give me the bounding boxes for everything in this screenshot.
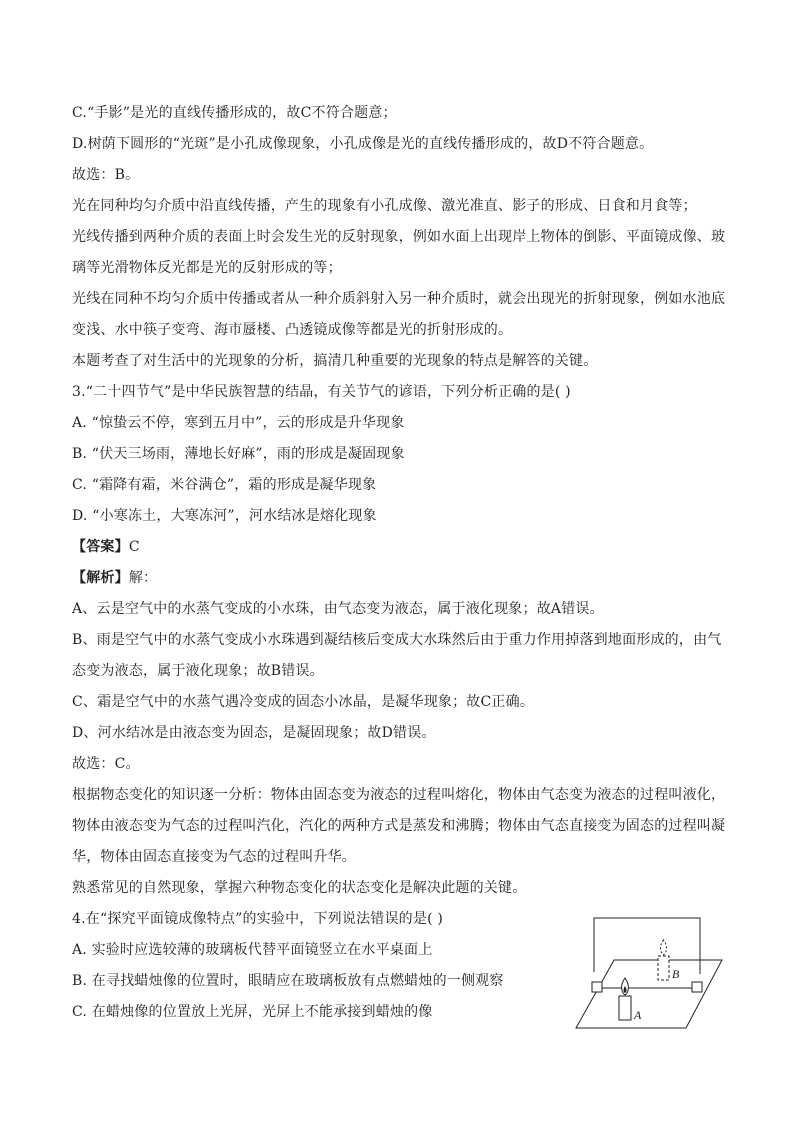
q3-explain-heading (72, 563, 722, 594)
q3-analysis-1c: 华，物体由固态直接变为气态的过程叫升华。 (72, 849, 356, 865)
label-a: A (634, 1008, 642, 1022)
q3-analysis-1b: 物体由液态变为气态的过程叫汽化，汽化的两种方式是蒸发和沸腾；物体由气态直接变为固态的过程叫凝 (72, 818, 726, 834)
q4-stem: 4.在“探究平面镜成像特点”的实验中，下列说法错误的是( ) (72, 911, 444, 927)
prev-analysis-2b: 璃等光滑物体反光都是光的反射形成的等； (72, 260, 342, 276)
prev-option-d-explanation: D.树荫下圆形的“光斑”是小孔成像现象，小孔成像是光的直线传播形成的，故D不符合题意。 (72, 136, 654, 152)
q3-explain-b1: B、雨是空气中的水蒸气变成小水珠遇到凝结核后变成大水珠然后由于重力作用掉落到地面形成的，由气 (72, 632, 722, 648)
answer-label: 【答案】 (72, 539, 129, 555)
glass-plate-outline (594, 918, 700, 974)
prev-analysis-1: 光在同种均匀介质中沿直线传播，产生的现象有小孔成像、激光准直、影子的形成、日食和月食等； (72, 198, 697, 214)
q3-comment: 熟悉常见的自然现象，掌握六种物态变化的状态变化是解决此题的关键。 (72, 880, 527, 896)
prev-choice: 故选：B。 (72, 167, 140, 183)
q3-explain-d: D、河水结冰是由液态变为固态，是凝固现象；故D错误。 (72, 725, 436, 741)
document-page (72, 98, 726, 1028)
prev-analysis-3a: 光线在同种不均匀介质中传播或者从一种介质斜射入另一种介质时，就会出现光的折射现象，例如水池底 (72, 291, 726, 307)
left-support (592, 982, 602, 992)
q4-option-c: C. 在蜡烛像的位置放上光屏，光屏上不能承接到蜡烛的像 (72, 1004, 433, 1020)
q3-analysis-1a: 根据物态变化的知识逐一分析：物体由固态变为液态的过程叫熔化，物体由气态变为液态的过程叫液化， (72, 787, 726, 803)
q3-choice: 故选：C。 (72, 756, 140, 772)
q3-stem: 3.“二十四节气”是中华民族智慧的结晶，有关节气的谚语，下列分析正确的是( ) (72, 384, 571, 400)
candle-b-flame (660, 940, 666, 955)
q3-explain-c: C、霜是空气中的水蒸气遇冷变成的固态小冰晶，是凝华现象；故C正确。 (72, 694, 535, 710)
q3-option-a: A. “惊蛰云不停，寒到五月中”，云的形成是升华现象 (72, 415, 405, 431)
q4-option-a: A. 实验时应选较薄的玻璃板代替平面镜竖立在水平桌面上 (72, 942, 433, 958)
q3-answer (72, 532, 722, 563)
explain-value: 解： (128, 570, 158, 586)
candle-b (658, 956, 669, 980)
q3-option-c: C. “霜降有霜，米谷满仓”，霜的形成是凝华现象 (72, 477, 377, 493)
q3-option-d: D. “小寒冻土，大寒冻河”，河水结冰是熔化现象 (72, 508, 377, 524)
right-support (692, 982, 702, 992)
label-b: B (672, 967, 680, 981)
prev-analysis-3b: 变浅、水中筷子变弯、海市蜃楼、凸透镜成像等都是光的折射形成的。 (72, 322, 513, 338)
mirror-experiment-figure (574, 914, 724, 1032)
q4-option-b: B. 在寻找蜡烛像的位置时，眼睛应在玻璃板放有点燃蜡烛的一侧观察 (72, 973, 504, 989)
prev-option-c-explanation: C.“手影”是光的直线传播形成的，故C不符合题意； (72, 105, 397, 121)
answer-value: C (128, 539, 140, 555)
candle-a (619, 996, 631, 1020)
q3-explain-a: A、云是空气中的水蒸气变成的小水珠，由气态变为液态，属于液化现象；故A错误。 (72, 601, 604, 617)
explain-label: 【解析】 (72, 570, 129, 586)
q3-option-b: B. “伏天三场雨，薄地长好麻”，雨的形成是凝固现象 (72, 446, 405, 462)
q3-explain-b2: 态变为液态，属于液化现象；故B错误。 (72, 663, 324, 679)
prev-analysis-2a: 光线传播到两种介质的表面上时会发生光的反射现象，例如水面上出现岸上物体的倒影、平面镜成像、玻 (72, 229, 726, 245)
prev-comment: 本题考查了对生活中的光现象的分析，搞清几种重要的光现象的特点是解答的关键。 (72, 353, 598, 369)
